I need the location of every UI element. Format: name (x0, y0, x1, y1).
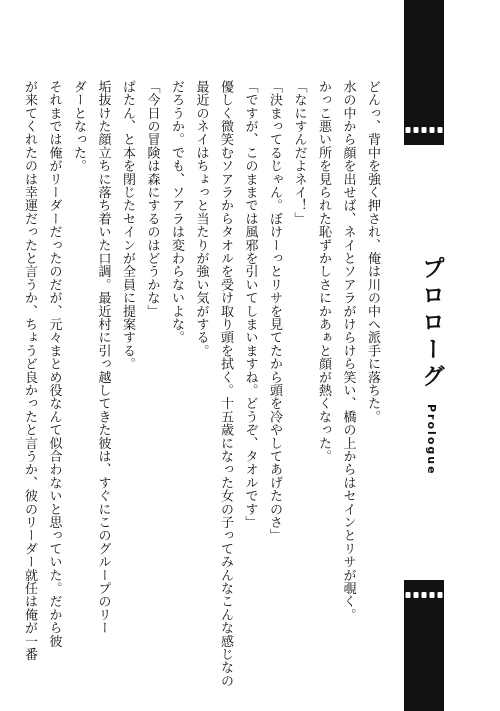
text-line: ぱたん、と本を閉じたセインが全員に提案する。 (120, 80, 135, 371)
text-line: 「決まってるじゃん。ぼけーっとリサを見てたから頭を冷やしてあげたのさ」 (267, 80, 282, 542)
body-text (22, 80, 384, 688)
text-line: だろうか。でも、ソアラは変わらないよな。 (169, 80, 184, 344)
text-line: 垢抜けた顔立ちに落ち着いた口調。最近村に引っ越してきた彼は、すぐにこのグループのリー (95, 80, 111, 635)
text-line: 「今日の冒険は森にするのはどうかな」 (144, 80, 160, 318)
text-line: 「ですが、このままでは風邪を引いてしまいますね。どうぞ、タオルです」 (242, 80, 258, 529)
text-line: 優しく微笑むソアラからタオルを受け取り頭を拭く。十五歳になった女の子ってみんなこんな感じなの (218, 80, 233, 688)
text-line: かっこ悪い所を見られた恥ずかしさにかあぁと顔が熱くなった。 (316, 80, 331, 463)
text-line: ダーとなった。 (71, 80, 86, 173)
text-line: どんっ、背中を強く押され、俺は川の中へ派手に落ちた。 (365, 80, 380, 424)
film-strip-bottom (404, 580, 444, 711)
film-perforations (406, 127, 443, 133)
text-line: が来てくれたのは幸運だったと言うか、ちょうど良かったと言うか、彼のリーダー就任は俺が一番 (22, 80, 37, 661)
chapter-title: プロローグ (418, 256, 444, 391)
film-perforations (406, 592, 443, 598)
text-line: 「なにすんだよネイ！」 (291, 80, 307, 226)
film-strip-top (404, 0, 444, 145)
chapter-subtitle: Prologue (425, 404, 438, 476)
text-line: 水の中から顔を出せば、ネイとソアラがけらけら笑い、橋の上からはセインとリサが覗く。 (340, 80, 356, 622)
chapter-heading (418, 256, 444, 476)
text-line: 最近のネイはちょっと当たりが強い気がする。 (193, 80, 209, 358)
text-line: それまでは俺がリーダーだったのだが、元々まとめ役なんて似合わないと思っていた。だから彼 (46, 80, 62, 648)
